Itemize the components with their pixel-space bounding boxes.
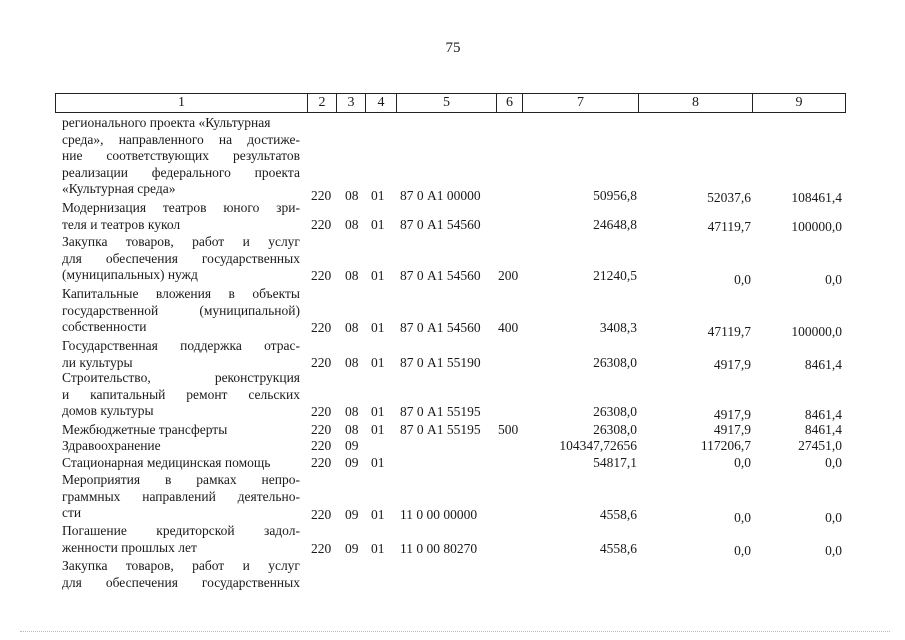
row-name-line: женности прошлых лет: [62, 539, 197, 555]
cell-c8: 47119,7: [707, 324, 751, 339]
row-name-line: реализации федерального проекта: [62, 164, 300, 180]
cell-c7: 4558,6: [599, 541, 637, 556]
row-name-line: для обеспечения государственных: [62, 250, 300, 266]
row-name-line: ли культуры: [62, 354, 133, 370]
cell-c8: 47119,7: [707, 219, 751, 234]
row-name-line: домов культуры: [62, 403, 154, 419]
row-name: [62, 234, 300, 284]
cell-c8: 0,0: [734, 543, 751, 558]
row-name-line: Государственная поддержка отрас-: [62, 338, 300, 353]
scan-edge: [20, 631, 890, 632]
cell-c7: 3408,3: [599, 320, 637, 335]
cell-c9: 8461,4: [804, 357, 842, 372]
cell-c8: 4917,9: [713, 407, 751, 422]
cell-c2: 220: [311, 455, 332, 470]
cell-c7: 26308,0: [593, 404, 637, 419]
cell-c6: 400: [498, 320, 519, 335]
row-name-line: Закупка товаров, работ и услуг: [62, 234, 300, 249]
cell-c4: 01: [371, 355, 385, 370]
cell-c7: 26308,0: [593, 355, 637, 370]
cell-c7: 50956,8: [593, 188, 637, 203]
cell-c3: 08: [345, 422, 359, 437]
cell-c3: 08: [345, 355, 359, 370]
row-name: [62, 338, 300, 371]
row-name-line: (муниципальных) нужд: [62, 267, 198, 283]
row-name-line: государственной (муниципальной): [62, 302, 300, 318]
row-name: [62, 200, 300, 233]
cell-c4: 01: [371, 320, 385, 335]
cell-c3: 09: [345, 455, 359, 470]
row-name-line: Мероприятия в рамках непро-: [62, 472, 300, 487]
cell-c5: 87 0 А1 55195: [400, 422, 481, 437]
page-number: 75: [445, 40, 461, 56]
cell-c5: 87 0 А1 54560: [400, 320, 481, 335]
header-col-1: 1: [55, 93, 308, 113]
cell-c2: 220: [311, 355, 332, 370]
cell-c2: 220: [311, 188, 332, 203]
row-name: [62, 422, 300, 439]
cell-c3: 09: [345, 541, 359, 556]
cell-c9: 100000,0: [791, 324, 842, 339]
cell-c5: 87 0 А1 55190: [400, 355, 481, 370]
cell-c2: 220: [311, 438, 332, 453]
cell-c3: 08: [345, 404, 359, 419]
cell-c4: 01: [371, 507, 385, 522]
row-name-line: Погашение кредиторской задол-: [62, 523, 300, 538]
cell-c3: 08: [345, 320, 359, 335]
cell-c5: 87 0 А1 54560: [400, 217, 481, 232]
header-col-8: 8: [638, 93, 753, 113]
cell-c2: 220: [311, 268, 332, 283]
header-col-6: 6: [496, 93, 523, 113]
cell-c6: 200: [498, 268, 519, 283]
header-col-7: 7: [522, 93, 639, 113]
row-name-line: граммных направлений деятельно-: [62, 488, 300, 504]
cell-c7: 54817,1: [593, 455, 637, 470]
cell-c8: 52037,6: [707, 190, 751, 205]
row-name: [62, 472, 300, 522]
row-name: [62, 115, 300, 198]
cell-c2: 220: [311, 404, 332, 419]
row-name-line: Стационарная медицинская помощь: [62, 455, 271, 470]
cell-c4: 01: [371, 217, 385, 232]
cell-c9: 8461,4: [804, 422, 842, 437]
row-name-line: Здравоохранение: [62, 438, 161, 453]
cell-c6: 500: [498, 422, 519, 437]
header-col-5: 5: [396, 93, 497, 113]
cell-c2: 220: [311, 217, 332, 232]
row-name-line: для обеспечения государственных: [62, 574, 300, 590]
row-name: [62, 438, 300, 455]
cell-c5: 87 0 А1 55195: [400, 404, 481, 419]
row-name: [62, 286, 300, 336]
cell-c9: 108461,4: [791, 190, 842, 205]
row-name: [62, 523, 300, 556]
row-name-line: теля и театров кукол: [62, 216, 181, 232]
row-name-line: и капитальный ремонт сельских: [62, 386, 300, 402]
cell-c5: 87 0 А1 54560: [400, 268, 481, 283]
cell-c8: 4917,9: [713, 422, 751, 437]
cell-c7: 104347,72656: [559, 438, 637, 453]
cell-c3: 09: [345, 507, 359, 522]
cell-c9: 0,0: [825, 272, 842, 287]
cell-c9: 100000,0: [791, 219, 842, 234]
cell-c9: 0,0: [825, 510, 842, 525]
row-name-line: Строительство, реконструкция: [62, 370, 300, 385]
cell-c5: 11 0 00 80270: [400, 541, 478, 556]
cell-c4: 01: [371, 541, 385, 556]
cell-c4: 01: [371, 455, 385, 470]
cell-c8: 0,0: [734, 510, 751, 525]
cell-c9: 0,0: [825, 543, 842, 558]
cell-c4: 01: [371, 404, 385, 419]
cell-c5: 11 0 00 00000: [400, 507, 478, 522]
row-name-line: Капитальные вложения в объекты: [62, 286, 300, 301]
row-name-line: собственности: [62, 319, 147, 335]
header-col-4: 4: [365, 93, 397, 113]
cell-c7: 4558,6: [599, 507, 637, 522]
cell-c7: 26308,0: [593, 422, 637, 437]
header-col-9: 9: [752, 93, 846, 113]
cell-c2: 220: [311, 422, 332, 437]
cell-c3: 08: [345, 217, 359, 232]
cell-c3: 09: [345, 438, 359, 453]
cell-c8: 4917,9: [713, 357, 751, 372]
row-name-line: среда», направленного на достиже-: [62, 131, 300, 147]
row-name-line: Модернизация театров юного зри-: [62, 200, 300, 215]
cell-c4: 01: [371, 422, 385, 437]
row-name: [62, 558, 300, 591]
header-col-2: 2: [307, 93, 337, 113]
cell-c2: 220: [311, 320, 332, 335]
cell-c4: 01: [371, 188, 385, 203]
cell-c7: 21240,5: [593, 268, 637, 283]
row-name: [62, 455, 300, 472]
header-col-3: 3: [336, 93, 366, 113]
cell-c2: 220: [311, 507, 332, 522]
row-name: [62, 370, 300, 420]
cell-c9: 8461,4: [804, 407, 842, 422]
cell-c9: 0,0: [825, 455, 842, 470]
row-name-line: сти: [62, 505, 82, 521]
row-name-line: Закупка товаров, работ и услуг: [62, 558, 300, 573]
cell-c8: 0,0: [734, 455, 751, 470]
cell-c7: 24648,8: [593, 217, 637, 232]
cell-c8: 0,0: [734, 272, 751, 287]
cell-c9: 27451,0: [798, 438, 842, 453]
cell-c4: 01: [371, 268, 385, 283]
cell-c2: 220: [311, 541, 332, 556]
cell-c3: 08: [345, 188, 359, 203]
cell-c5: 87 0 А1 00000: [400, 188, 481, 203]
row-name-line: Межбюджетные трансферты: [62, 422, 228, 437]
cell-c8: 117206,7: [700, 438, 751, 453]
row-name-line: регионального проекта «Культурная: [62, 115, 271, 130]
row-name-line: «Культурная среда»: [62, 181, 176, 197]
row-name-line: ние соответствующих результатов: [62, 148, 300, 164]
cell-c3: 08: [345, 268, 359, 283]
